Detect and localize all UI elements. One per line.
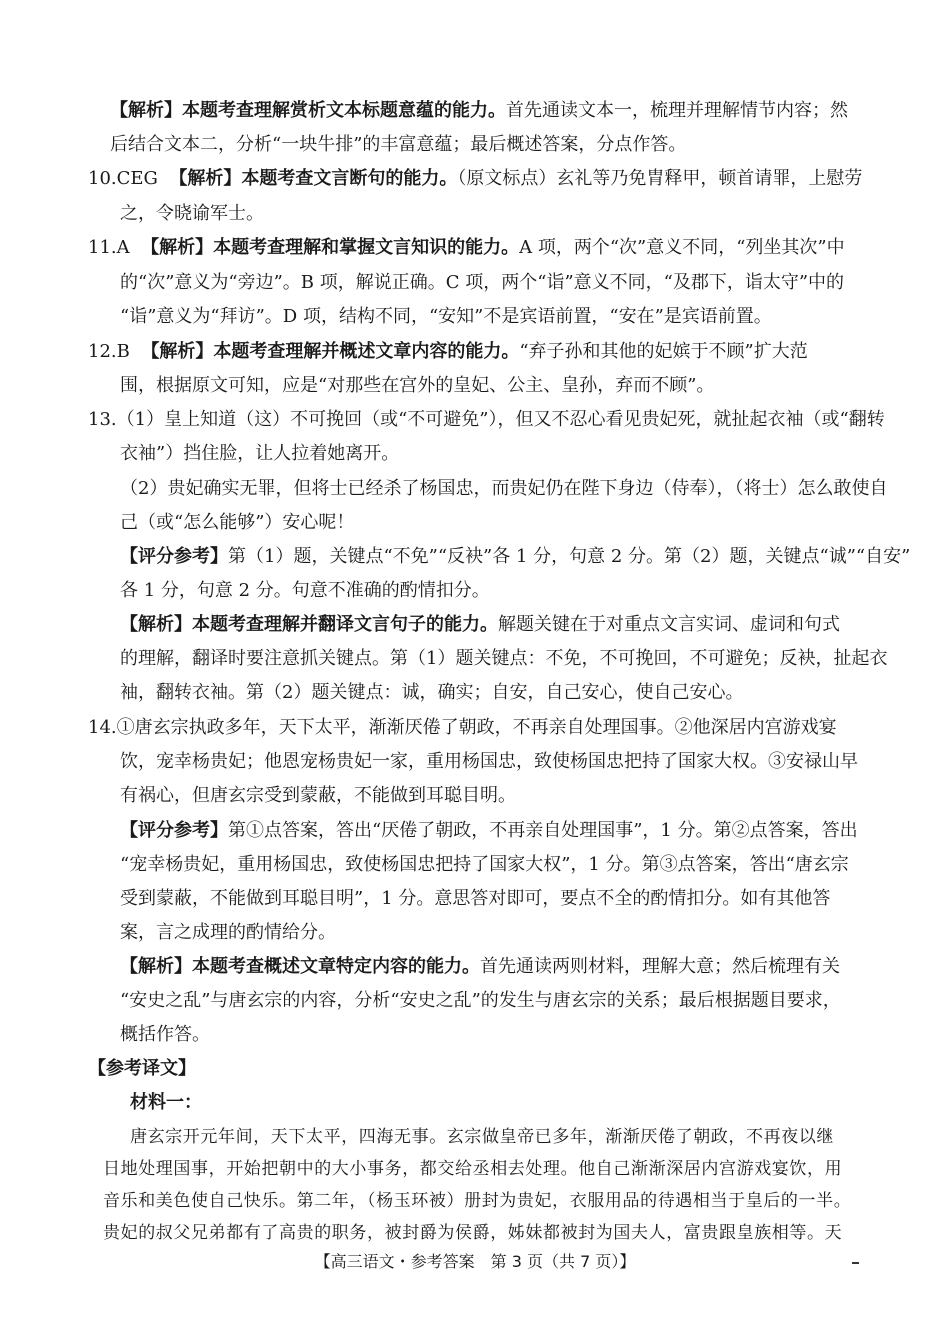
translation-line3: 音乐和美色使自己快乐。第二年，（杨玉环被）册封为贵妃，衣服用品的待遇相当于皇后的一半。 <box>103 1191 852 1211</box>
score-text: 第①点答案，答出“厌倦了朝政，不再亲自处理国事”，1 分。第②点答案，答出 <box>228 820 858 841</box>
q13-analysis-line3: 袖，翻转衣袖。第（2）题关键点：诚，确实；自安，自己安心，使自己安心。 <box>120 682 744 703</box>
q13-line2: 衣袖”）挡住脸，让人拉着她离开。 <box>120 443 400 464</box>
q12-line1 <box>88 335 808 369</box>
analysis-tag: 【解析】 <box>141 237 214 258</box>
answer-choice: CEG <box>116 168 158 189</box>
translation-heading: 【参考译文】 <box>88 1058 196 1079</box>
question-number: 13. <box>88 409 117 430</box>
q14-score-line2: “宠幸杨贵妃，重用杨国忠，致使杨国忠把持了国家大权”，1 分。第③点答案，答出“唐玄宗 <box>120 854 849 875</box>
analysis-text: 首先通读两则材料，理解大意；然后梳理有关 <box>480 956 840 977</box>
analysis-text: 首先通读文本一，梳理并理解情节内容；然 <box>506 100 848 121</box>
analysis-bold: 本题考查理解和掌握文言知识的能力。 <box>213 237 520 258</box>
q14-analysis-line2: “安史之乱”与唐玄宗的内容，分析“安史之乱”的发生与唐玄宗的关系；最后根据题目要求， <box>120 990 841 1011</box>
q13-line4: 己（或“怎么能够”）安心呢！ <box>120 512 355 533</box>
q14-analysis-line3: 概括作答。 <box>120 1024 210 1045</box>
analysis-text: “弃子孙和其他的妃嫔于不顾”扩大范 <box>519 341 808 362</box>
q13-analysis-line1 <box>120 608 840 642</box>
q14-score-line3: 受到蒙蔽，不能做到耳聪目明”，1 分。意思答对即可，要点不全的酌情扣分。如有其他答 <box>120 888 831 909</box>
q10-line1 <box>88 162 862 196</box>
q10-line2: 之，令晓谕军士。 <box>120 203 264 224</box>
question-number: 10. <box>88 168 117 189</box>
analysis-bold: 本题考查理解并概述文章内容的能力。 <box>213 341 520 362</box>
analysis-tag: 【解析】 <box>141 341 214 362</box>
analysis-tag: 【解析】 <box>120 956 192 977</box>
corner-mark <box>852 1262 859 1264</box>
translation-line4: 贵妃的叔父兄弟都有了高贵的职务，被封爵为侯爵，姊妹都被封为国夫人，富贵跟皇族相等。天 <box>103 1223 843 1243</box>
q12-line2: 围，根据原文可知，应是“对那些在宫外的皇妃、公主、皇孙，弃而不顾”。 <box>120 375 715 396</box>
analysis-bold: 本题考查文言断句的能力。 <box>241 168 458 189</box>
q13-line1 <box>88 403 885 437</box>
q9-analysis-line1 <box>110 94 848 128</box>
q11-line1 <box>88 231 845 265</box>
analysis-bold: 本题考查概述文章特定内容的能力。 <box>192 956 480 977</box>
answer-choice: A <box>116 237 130 258</box>
answer-choice: B <box>116 341 130 362</box>
q14-score-line4: 案，言之成理的酌情给分。 <box>120 922 336 943</box>
q14-line2: 饮，宠幸杨贵妃；他恩宠杨贵妃一家，重用杨国忠，致使杨国忠把持了国家大权。③安禄山早 <box>120 751 858 772</box>
answer-text: （1）皇上知道（这）不可挽回（或“不可避免”），但又不忍心看见贵妃死，就扯起衣袖（或“翻转 <box>116 409 885 430</box>
q11-line2: 的“次”意义为“旁边”。B 项，解说正确。C 项，两个“诣”意义不同，“及郡下，诣太守”中的 <box>120 272 845 293</box>
page-footer: 【高三语文・参考答案 第 3 页（共 7 页）】 <box>314 1252 636 1271</box>
q13-score-line1 <box>120 540 910 574</box>
translation-line2: 日地处理国事，开始把朝中的大小事务，都交给丞相去处理。他自己渐渐深居内宫游戏宴饮，用 <box>103 1159 843 1179</box>
analysis-bold: 本题考查理解并翻译文言句子的能力。 <box>192 614 498 635</box>
analysis-tag: 【解析】 <box>110 100 182 121</box>
q13-line3: （2）贵妃确实无罪，但将士已经杀了杨国忠，而贵妃仍在陛下身边（侍奉），（将士）怎么敢使自 <box>120 478 888 499</box>
score-tag: 【评分参考】 <box>120 820 228 841</box>
q11-line3: “诣”意义为“拜访”。D 项，结构不同，“安知”不是宾语前置，“安在”是宾语前置。 <box>120 306 772 327</box>
q14-score-line1 <box>120 814 858 848</box>
question-number: 14. <box>88 717 117 738</box>
translation-subheading: 材料一： <box>130 1092 202 1113</box>
q14-analysis-line1 <box>120 950 840 984</box>
analysis-text: 解题关键在于对重点文言实词、虚词和句式 <box>498 614 840 635</box>
analysis-bold: 本题考查理解赏析文本标题意蕴的能力。 <box>182 100 506 121</box>
score-text: 第（1）题，关键点“不免”“反袂”各 1 分，句意 2 分。第（2）题，关键点“诚”“自安” <box>228 546 911 567</box>
q13-analysis-line2: 的理解，翻译时要注意抓关键点。第（1）题关键点：不免，不可挽回，不可避免；反袂，扯起衣 <box>120 648 888 669</box>
analysis-tag: 【解析】 <box>169 168 242 189</box>
question-number: 11. <box>88 237 117 258</box>
score-tag: 【评分参考】 <box>120 546 228 567</box>
q13-score-line2: 各 1 分，句意 2 分。句意不准确的酌情扣分。 <box>120 580 490 601</box>
answer-text: ①唐玄宗执政多年，天下太平，渐渐厌倦了朝政，不再亲自处理国事。②他深居内宫游戏宴 <box>116 717 837 738</box>
q9-analysis-line2: 后结合文本二，分析“一块牛排”的丰富意蕴；最后概述答案，分点作答。 <box>110 134 687 155</box>
q14-line1 <box>88 711 837 745</box>
analysis-text: A 项，两个“次”意义不同，“列坐其次”中 <box>519 237 845 258</box>
analysis-text: （原文标点）玄礼等乃免胄释甲，顿首请罪，上慰劳 <box>457 168 863 189</box>
analysis-tag: 【解析】 <box>120 614 192 635</box>
q14-line3: 有祸心，但唐玄宗受到蒙蔽，不能做到耳聪目明。 <box>120 785 516 806</box>
translation-line1: 唐玄宗开元年间，天下太平，四海无事。玄宗做皇帝已多年，渐渐厌倦了朝政，不再夜以继 <box>130 1127 834 1147</box>
question-number: 12. <box>88 341 117 362</box>
